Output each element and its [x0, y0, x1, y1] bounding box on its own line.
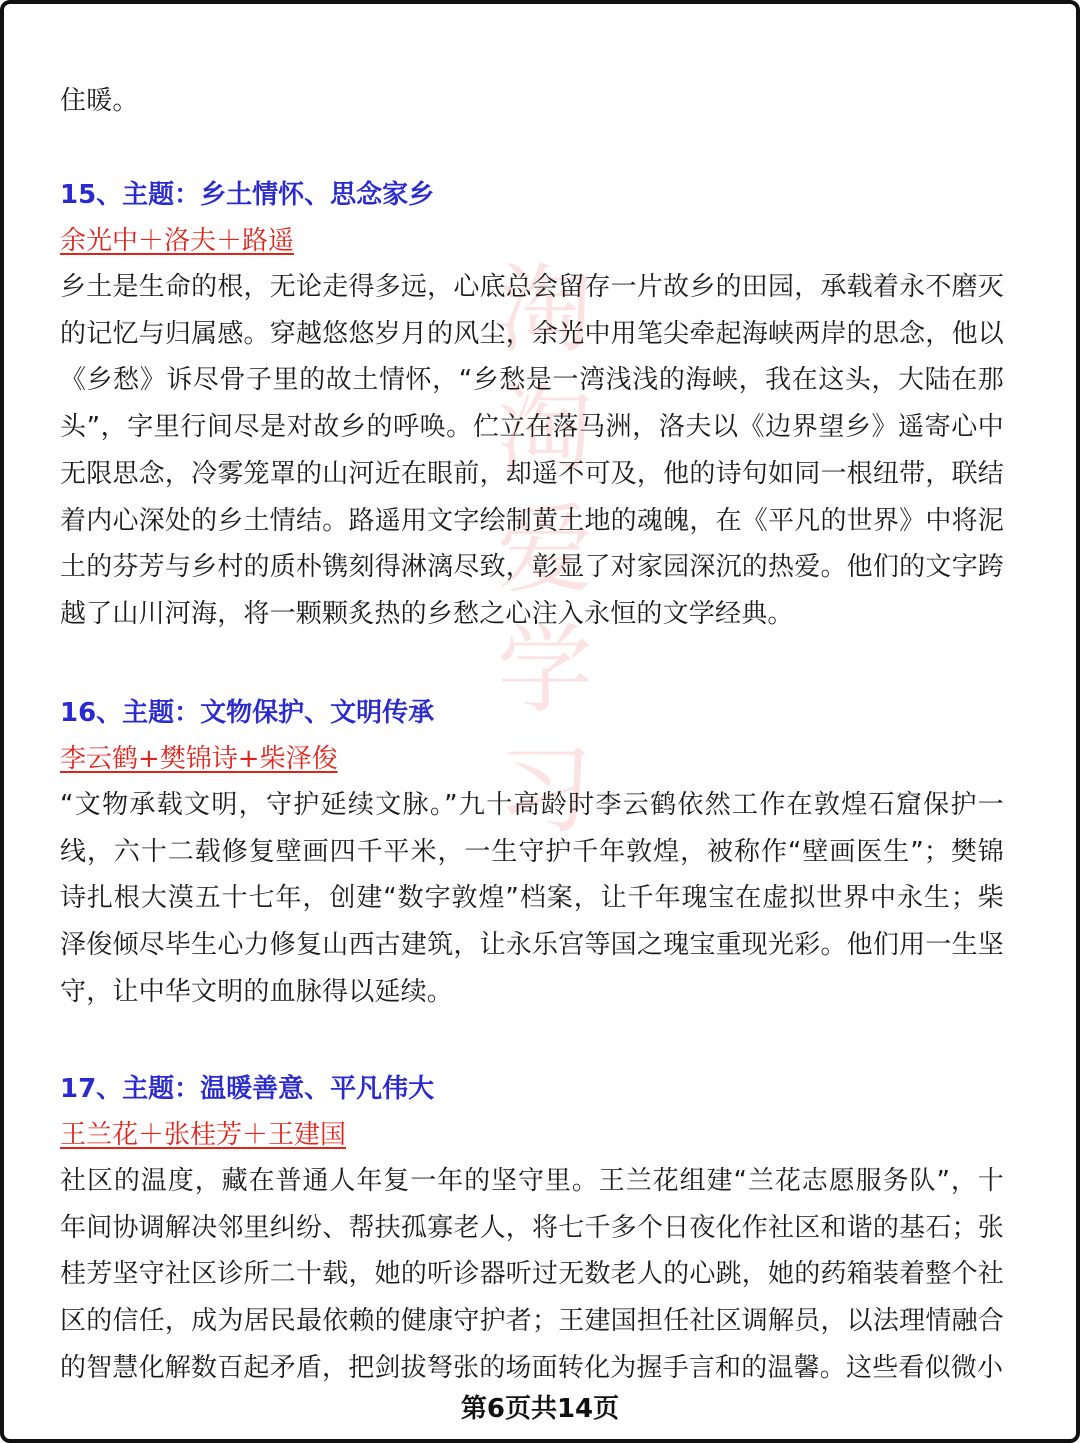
section-heading: 15、主题：乡土情怀、思念家乡 [60, 180, 435, 210]
section-heading: 17、主题：温暖善意、平凡伟大 [60, 1074, 435, 1104]
watermark-char: 淘 [497, 254, 593, 366]
section-body: 社区的温度，藏在普通人年复一年的坚守里。王兰花组建“兰花志愿服务队”，十年间协调解决邻里纠纷、帮扶孤寡老人，将七千多个日夜化作社区和谐的基石；张桂芳坚守社区诊所二十载，她的听诊器听过无数老人的心跳，她的药箱装着整个社区的信任，成为居民最依赖的健康守护者；王建国担任社区调解员，以法理情融合的智慧化解数百起矛盾，把剑拔弩张的场面转化为握手言和的温馨。这些看似微小 [60, 1166, 1004, 1383]
section-names: 王兰花＋张桂芳＋王建国 [60, 1120, 347, 1150]
section-names: 余光中＋洛夫＋路遥 [60, 226, 295, 256]
section-17 [60, 1066, 1004, 1392]
watermark-char: 爱 [497, 494, 593, 606]
section-heading: 16、主题：文物保护、文明传承 [60, 698, 435, 728]
section-names: 李云鹤+樊锦诗+柴泽俊 [60, 744, 338, 774]
section-body: “文物承载文明，守护延续文脉。”九十高龄时李云鹤依然工作在敦煌石窟保护一线，六十二载修复壁画四千平米，一生守护千年敦煌，被称作“壁画医生”；樊锦诗扎根大漠五十七年，创建“数字敦煌”档案，让千年瑰宝在虚拟世界中永生；柴泽俊倾尽毕生心力修复山西古建筑，让永乐宫等国之瑰宝重现光彩。他们用一生坚守，让中华文明的血脉得以延续。 [60, 790, 1004, 1007]
section-16 [60, 690, 1004, 1016]
section-body: 乡土是生命的根，无论走得多远，心底总会留存一片故乡的田园，承载着永不磨灭的记忆与归属感。穿越悠悠岁月的风尘，余光中用笔尖牵起海峡两岸的思念，他以《乡愁》诉尽骨子里的故土情怀，“乡愁是一湾浅浅的海峡，我在这头，大陆在那头”，字里行间尽是对故乡的呼唤。伫立在落马洲，洛夫以《边界望乡》遥寄心中无限思念，冷雾笼罩的山河近在眼前，却遥不可及，他的诗句如同一根纽带，联结着内心深处的乡土情结。路遥用文字绘制黄土地的魂魄，在《平凡的世界》中将泥土的芬芳与乡村的质朴镌刻得淋漓尽致，彰显了对家园深沉的热爱。他们的文字跨越了山川河海，将一颗颗炙热的乡愁之心注入永恒的文学经典。 [60, 272, 1004, 629]
page-number: 第6页共14页 [460, 1394, 620, 1424]
intro-tail-text: 住暖。 [60, 86, 139, 116]
watermark-char: 淘 [497, 374, 593, 486]
watermark-char: 学 [497, 614, 593, 726]
section-15 [60, 172, 1004, 638]
watermark-char: 习 [497, 734, 593, 846]
